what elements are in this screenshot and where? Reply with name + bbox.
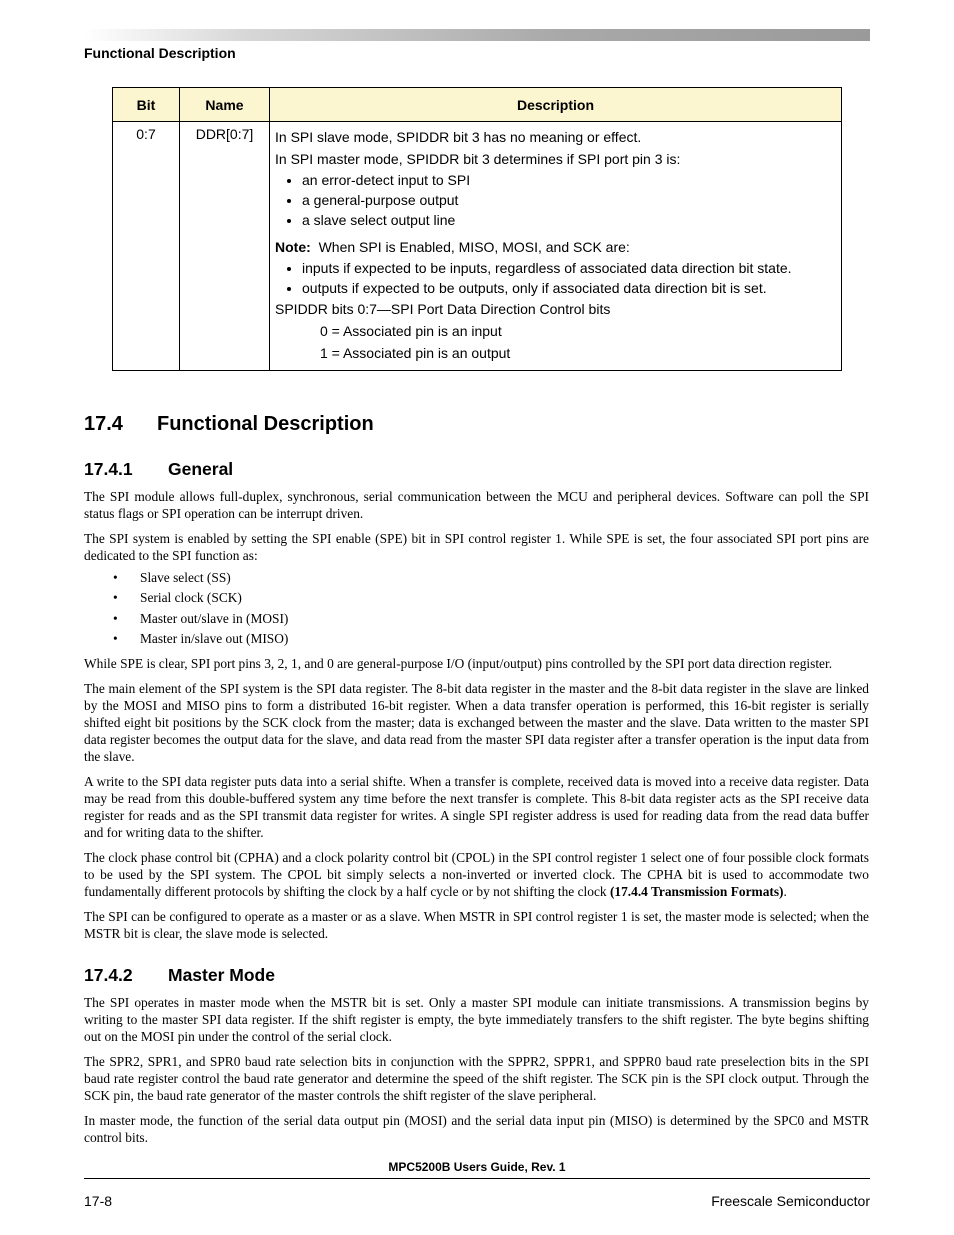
subsection-heading-master-mode bbox=[84, 965, 275, 986]
section-title: Functional Description bbox=[157, 413, 374, 435]
note bbox=[275, 236, 836, 258]
cell-bit: 0:7 bbox=[113, 122, 180, 371]
list-item: • Master in/slave out (MISO) bbox=[113, 630, 289, 646]
note-label: Note: bbox=[275, 239, 311, 255]
note-text: When SPI is Enabled, MISO, MOSI, and SCK are: bbox=[318, 239, 630, 255]
paragraph: The SPI system is enabled by setting the SPI enable (SPE) bit in SPI control register 1. While SPE is set, the four associated SPI port pins are dedicated to the SPI function as: bbox=[84, 531, 869, 563]
paragraph: The clock phase control bit (CPHA) and a clock polarity control bit (CPOL) in the SPI control register 1 select one of four possible clock formats to be used by the SPI system. The CPOL bit simply selects a non-inverted or inverted clock. The CPHA bit is used to accommodate two fundamentally different protocols by shifting the clock by a half cycle or by not shifting the clock (17.4.4 Transmission Formats). bbox=[84, 850, 869, 900]
section-heading bbox=[84, 413, 374, 436]
paragraph: The SPR2, SPR1, and SPR0 baud rate selection bits in conjunction with the SPPR2, SPPR1, and SPPR0 baud rate preselection bits in the SPI baud rate register control the baud rate generator and determine the speed of the shift register. The SCK pin is the SPI clock output. Through the SCK pin, the baud rate generator of the master controls the shift register of the slave peripheral. bbox=[84, 1054, 869, 1103]
list-item: • a general-purpose output bbox=[302, 190, 836, 210]
list-item: • an error-detect input to SPI bbox=[302, 170, 836, 190]
subsection-number: 17.4.2 bbox=[84, 965, 133, 985]
table-header-row bbox=[113, 88, 842, 122]
footer-company: Freescale Semiconductor bbox=[711, 1193, 870, 1209]
col-header-name: Name bbox=[180, 88, 270, 122]
list-item: • Slave select (SS) bbox=[113, 570, 231, 585]
note-list bbox=[275, 258, 836, 298]
desc-master-mode: In SPI master mode, SPIDDR bit 3 determines if SPI port pin 3 is: bbox=[275, 151, 681, 167]
pin3-options-list bbox=[275, 170, 836, 230]
section-number: 17.4 bbox=[84, 413, 123, 435]
desc-value-0: 0 = Associated pin is an input bbox=[320, 323, 502, 339]
subsection-title: General bbox=[168, 459, 234, 479]
cell-description bbox=[270, 122, 842, 371]
desc-control-bits: SPIDDR bits 0:7—SPI Port Data Direction Control bits bbox=[275, 301, 611, 317]
paragraph: In master mode, the function of the serial data output pin (MOSI) and the serial data input pin (MISO) is determined by the SPC0 and MSTR control bits. bbox=[84, 1113, 869, 1145]
paragraph: A write to the SPI data register puts data into a serial shifte. When a transfer is complete, received data is moved into a receive data register. Data may be read from this double-buffered system any time before the next transfer is complete. This 8-bit data register acts as the SPI receive data register for reads and as the SPI transmit data register for writes. A single SPI register address is used for reading data from the read data buffer and for writing data to the shifter. bbox=[84, 774, 869, 841]
general-body bbox=[84, 488, 869, 950]
list-item: • Master out/slave in (MOSI) bbox=[113, 610, 289, 626]
spi-pin-list bbox=[84, 568, 869, 649]
list-item: • Serial clock (SCK) bbox=[113, 590, 242, 606]
desc-value-1: 1 = Associated pin is an output bbox=[320, 345, 511, 361]
running-header: Functional Description bbox=[84, 45, 236, 61]
page-number: 17-8 bbox=[84, 1193, 113, 1209]
paragraph: The main element of the SPI system is the SPI data register. The 8-bit data register in the master and the 8-bit data register in the slave are linked by the MOSI and MISO pins to form a distributed 16-bit register. When a data transfer operation is performed, this 16-bit register is serially shifted eight bit positions by the SCK clock from the master; data is exchanged between the master and the slave. Data written to the master SPI data register becomes the output data for the slave, and data read from the master SPI data register after a transfer operation is the input data from the slave. bbox=[84, 681, 869, 765]
paragraph: The SPI operates in master mode when the MSTR bit is set. Only a master SPI module can initiate transmissions. A transmission begins by writing to the master SPI data register. If the shift register is empty, the byte immediately transfers to the shift register. The byte begins shifting out on the MOSI pin under the control of the serial clock. bbox=[84, 995, 869, 1044]
list-item: • a slave select output line bbox=[302, 210, 836, 230]
table-row bbox=[113, 122, 842, 371]
subsection-number: 17.4.1 bbox=[84, 459, 133, 479]
cell-name: DDR[0:7] bbox=[180, 122, 270, 371]
footer-doc-title: MPC5200B Users Guide, Rev. 1 bbox=[388, 1160, 566, 1174]
master-mode-body bbox=[84, 994, 869, 1154]
list-item: • outputs if expected to be outputs, only if associated data direction bit is set. bbox=[302, 278, 836, 298]
col-header-bit: Bit bbox=[113, 88, 180, 122]
cross-reference-link[interactable]: (17.4.4 Transmission Formats) bbox=[609, 884, 784, 900]
subsection-heading-general bbox=[84, 459, 233, 480]
paragraph: The SPI can be configured to operate as a master or as a slave. When MSTR in SPI control register 1 is set, the master mode is selected; when the MSTR bit is clear, the slave mode is selected. bbox=[84, 909, 869, 942]
footer-rule bbox=[84, 1178, 870, 1179]
subsection-title: Master Mode bbox=[168, 965, 275, 985]
paragraph: The SPI module allows full-duplex, synchronous, serial communication between the MCU and peripheral devices. Software can poll the SPI status flags or SPI operation can be interrupt driven. bbox=[84, 489, 869, 521]
list-item: • inputs if expected to be inputs, regardless of associated data direction bit state. bbox=[302, 258, 836, 278]
col-header-description: Description bbox=[270, 88, 842, 122]
desc-slave-mode: In SPI slave mode, SPIDDR bit 3 has no meaning or effect. bbox=[275, 129, 642, 145]
header-bar bbox=[84, 29, 870, 41]
paragraph: While SPE is clear, SPI port pins 3, 2, 1, and 0 are general-purpose I/O (input/output) pins controlled by the SPI port data direction register. bbox=[84, 656, 833, 672]
register-description-table bbox=[112, 87, 842, 371]
